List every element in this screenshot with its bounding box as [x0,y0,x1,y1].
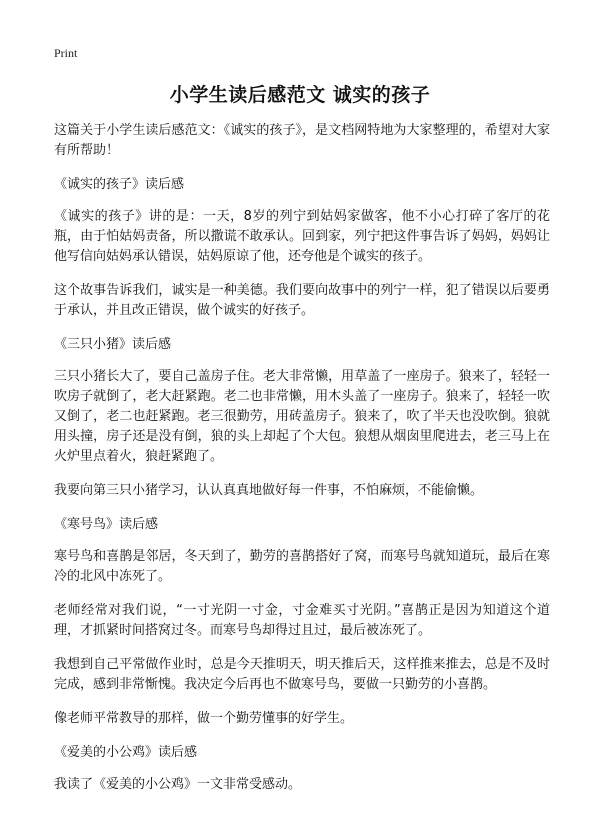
page-title: 小学生读后感范文 诚实的孩子 [169,84,431,106]
body-paragraph: 我想到自己平常做作业时，总是今天推明天，明天推后天，这样推来推去，总是不及时完成，感到非常惭愧。我决定今后再也不做寒号鸟，要做一只勤劳的小喜鹊。 [54,657,550,692]
body-paragraph: 我要向第三只小猪学习，认认真真地做好每一件事，不怕麻烦，不能偷懒。 [54,483,484,498]
print-link[interactable]: Print [54,46,78,60]
body-paragraph: 我读了《爱美的小公鸡》一文非常受感动。 [54,777,302,792]
article-body [54,121,550,809]
body-paragraph: 寒号鸟和喜鹊是邻居，冬天到了，勤劳的喜鹊搭好了窝，而寒号鸟就知道玩，最后在寒冷的北风中冻死了。 [54,549,550,584]
section-heading: 《寒号鸟》读后感 [54,517,159,532]
body-paragraph: 三只小猪长大了，要自己盖房子住。老大非常懒，用草盖了一座房子。狼来了，轻轻一吹房子就倒了，老大赶紧跑。老二也非常懒，用木头盖了一座房子。狼来了，轻轻一吹又倒了，老二也赶紧跑。老三很勤劳，用砖盖房子。狼来了，吹了半天也没吹倒。狼就用头撞，房子还是没有倒，狼的头上却起了个大包。狼想从烟囱里爬进去，老三马上在火炉里点着火，狼赶紧跑了。 [54,369,550,464]
section-heading: 《爱美的小公鸡》读后感 [54,745,198,760]
intro-paragraph: 这篇关于小学生读后感范文：《诚实的孩子》，是文档网特地为大家整理的，希望对大家有所帮助！ [54,123,550,158]
section-heading: 《三只小猪》读后感 [54,337,172,352]
body-paragraph: 老师经常对我们说，“一寸光阴一寸金，寸金难买寸光阴。”喜鹊正是因为知道这个道理，才抓紧时间搭窝过冬。而寒号鸟却得过且过，最后被冻死了。 [54,603,550,638]
body-paragraph: 《诚实的孩子》讲的是：一天，8岁的列宁到姑妈家做客，他不小心打碎了客厅的花瓶，由于怕姑妈责备，所以撒谎不敢承认。回到家，列宁把这件事告诉了妈妈，妈妈让他写信向姑妈承认错误，姑妈原谅了他，还夸他是个诚实的孩子。 [54,209,550,264]
section-heading: 《诚实的孩子》读后感 [54,177,185,192]
body-paragraph: 这个故事告诉我们，诚实是一种美德。我们要向故事中的列宁一样，犯了错误以后要勇于承认，并且改正错误，做个诚实的好孩子。 [54,283,550,318]
body-paragraph: 像老师平常教导的那样，做一个勤劳懂事的好学生。 [54,711,354,726]
